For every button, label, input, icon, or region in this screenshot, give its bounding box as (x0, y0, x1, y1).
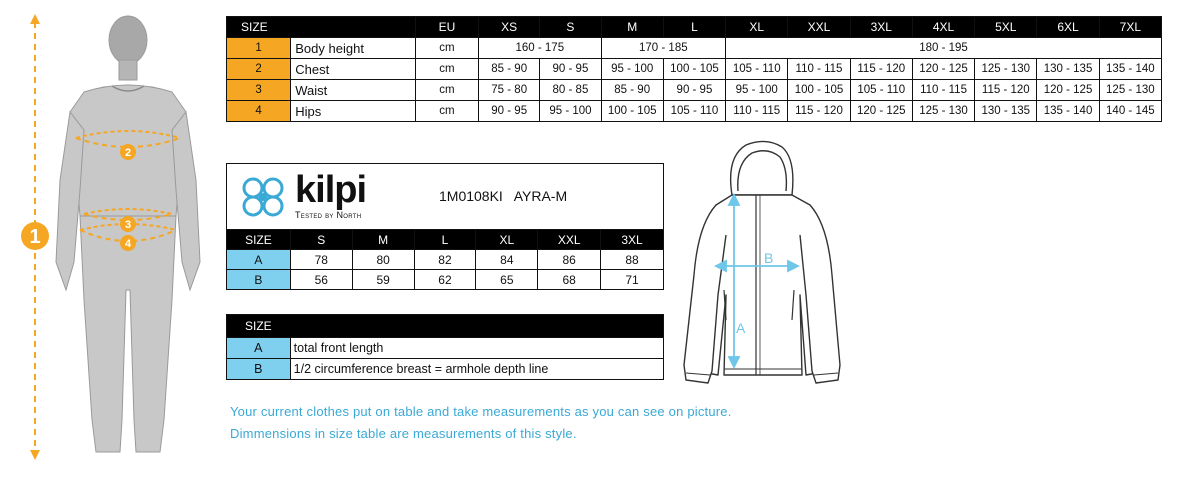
cell: 56 (290, 270, 352, 290)
cell: 105 - 110 (663, 101, 725, 122)
header-m: M (601, 17, 663, 38)
product-table-header (227, 230, 664, 250)
cell: 125 - 130 (1099, 80, 1161, 101)
row-unit: cm (415, 38, 478, 59)
row-unit: cm (415, 59, 478, 80)
cell: 100 - 105 (788, 80, 850, 101)
product-size-table (226, 229, 664, 290)
header-s: S (540, 17, 601, 38)
cell: 86 (538, 250, 601, 270)
cell: 120 - 125 (912, 59, 974, 80)
cell: 115 - 120 (850, 59, 912, 80)
cell: 135 - 140 (1099, 59, 1161, 80)
table-row (227, 80, 1162, 101)
body-figure (0, 0, 215, 489)
row-unit: cm (415, 101, 478, 122)
row-label: Chest (291, 59, 416, 80)
cell: 88 (601, 250, 664, 270)
brand-name: kilpi (295, 169, 367, 211)
header-xxl: XXL (788, 17, 850, 38)
cell: 90 - 95 (663, 80, 725, 101)
header-xl: XL (476, 230, 538, 250)
cell: 62 (414, 270, 476, 290)
header-size: SIZE (227, 230, 291, 250)
table-row (227, 101, 1162, 122)
cell: 90 - 95 (479, 101, 540, 122)
table-row (227, 359, 664, 380)
row-description: total front length (290, 338, 663, 359)
cell: 135 - 140 (1037, 101, 1099, 122)
body-height-range-1: 160 - 175 (479, 38, 602, 59)
cell: 78 (290, 250, 352, 270)
row-label: B (227, 359, 291, 380)
header-size: SIZE (227, 17, 416, 38)
cell: 71 (601, 270, 664, 290)
table-row (227, 250, 664, 270)
cell: 95 - 100 (601, 59, 663, 80)
cell: 85 - 90 (601, 80, 663, 101)
brand-tagline: Tested by North (295, 210, 362, 220)
cell: 59 (352, 270, 414, 290)
header-4xl: 4XL (912, 17, 974, 38)
cell: 125 - 130 (975, 59, 1037, 80)
header-m: M (352, 230, 414, 250)
row-description: 1/2 circumference breast = armhole depth line (290, 359, 663, 380)
cell: 120 - 125 (850, 101, 912, 122)
cell: 105 - 110 (850, 80, 912, 101)
header-xxl: XXL (538, 230, 601, 250)
cell: 75 - 80 (479, 80, 540, 101)
header-s: S (290, 230, 352, 250)
cell: 105 - 110 (726, 59, 788, 80)
cell: 65 (476, 270, 538, 290)
note-line-1: Your current clothes put on table and take measurements as you can see on picture. (230, 404, 732, 419)
table-row (227, 38, 1162, 59)
header-xl: XL (726, 17, 788, 38)
cell: 130 - 135 (1037, 59, 1099, 80)
row-label: Hips (291, 101, 416, 122)
cell: 68 (538, 270, 601, 290)
table-row (227, 59, 1162, 80)
jacket-label-b: B (764, 250, 774, 266)
size-chart-header (227, 17, 1162, 38)
body-height-range-2: 170 - 185 (601, 38, 726, 59)
marker-4: 4 (124, 238, 132, 250)
row-number: 2 (227, 59, 291, 80)
cell: 90 - 95 (540, 59, 601, 80)
row-label: A (227, 338, 291, 359)
cell: 110 - 115 (788, 59, 850, 80)
cell: 125 - 130 (912, 101, 974, 122)
row-number: 4 (227, 101, 291, 122)
cell: 140 - 145 (1099, 101, 1161, 122)
header-6xl: 6XL (1037, 17, 1099, 38)
header-xs: XS (479, 17, 540, 38)
marker-2: 2 (124, 147, 132, 159)
note-line-2: Dimmensions in size table are measurements of this style. (230, 426, 577, 441)
cell: 95 - 100 (540, 101, 601, 122)
cell: 80 - 85 (540, 80, 601, 101)
cell: 110 - 115 (726, 101, 788, 122)
header-5xl: 5XL (975, 17, 1037, 38)
legend-table (226, 314, 664, 380)
jacket-drawing (676, 135, 846, 390)
cell: 85 - 90 (479, 59, 540, 80)
product-header-box (226, 163, 664, 229)
row-number: 3 (227, 80, 291, 101)
body-height-range-3: 180 - 195 (726, 38, 1162, 59)
header-eu: EU (415, 17, 478, 38)
header-3xl: 3XL (850, 17, 912, 38)
header-3xl: 3XL (601, 230, 664, 250)
size-chart-table (226, 16, 1162, 122)
cell: 82 (414, 250, 476, 270)
header-l: L (663, 17, 725, 38)
product-code: 1M0108KI AYRA-M (439, 188, 568, 204)
legend-header (227, 315, 664, 338)
marker-1: 1 (29, 226, 41, 248)
cell: 80 (352, 250, 414, 270)
cell: 95 - 100 (726, 80, 788, 101)
cell: 130 - 135 (975, 101, 1037, 122)
table-row (227, 338, 664, 359)
cell: 115 - 120 (975, 80, 1037, 101)
row-label: B (227, 270, 291, 290)
header-l: L (414, 230, 476, 250)
cell: 84 (476, 250, 538, 270)
header-7xl: 7XL (1099, 17, 1161, 38)
row-number: 1 (227, 38, 291, 59)
body-silhouette (56, 16, 200, 452)
row-label: Body height (291, 38, 416, 59)
cell: 115 - 120 (788, 101, 850, 122)
cell: 100 - 105 (663, 59, 725, 80)
cell: 120 - 125 (1037, 80, 1099, 101)
row-label: Waist (291, 80, 416, 101)
table-row (227, 270, 664, 290)
row-label: A (227, 250, 291, 270)
marker-3: 3 (124, 219, 132, 231)
cell: 110 - 115 (912, 80, 974, 101)
legend-header-size: SIZE (227, 315, 664, 338)
kilpi-logo-icon (235, 170, 291, 224)
jacket-label-a: A (736, 320, 746, 336)
cell: 100 - 105 (601, 101, 663, 122)
row-unit: cm (415, 80, 478, 101)
